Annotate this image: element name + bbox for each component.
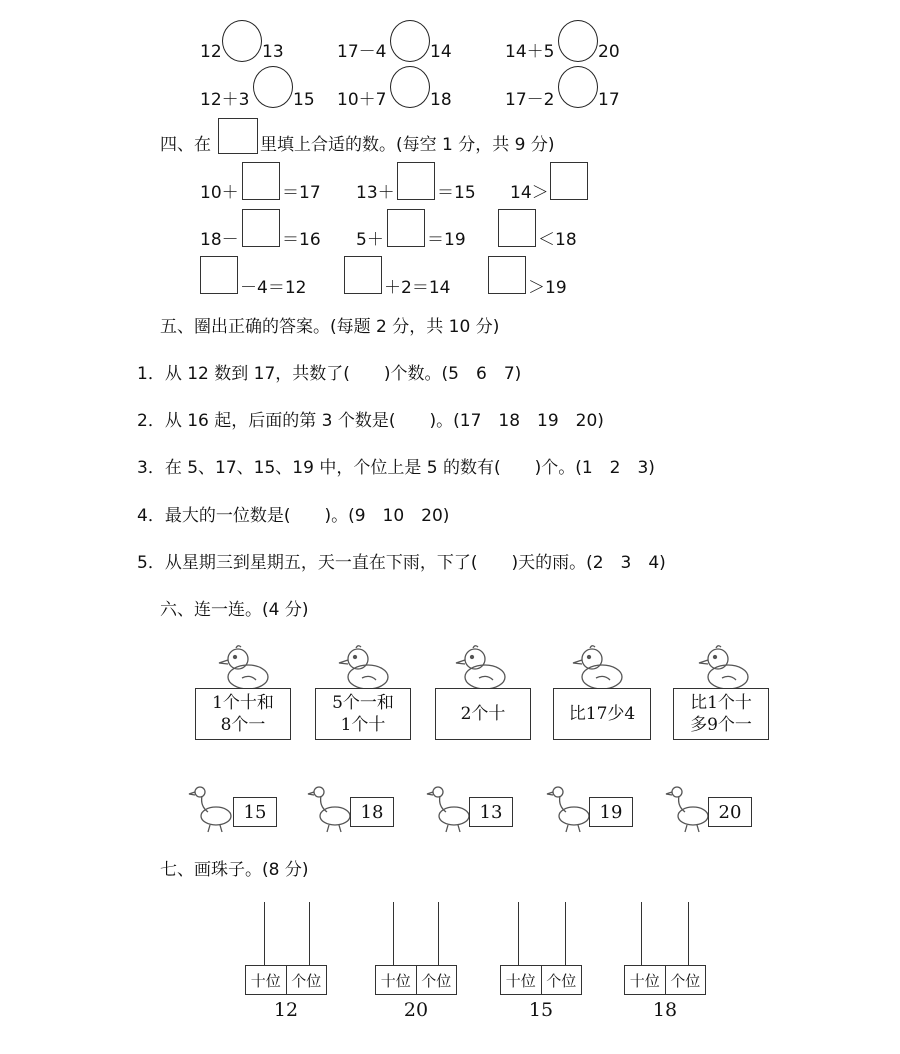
ones-label: 个位 [541,966,582,994]
question-3: 3．在 5、17、15、19 中，个位上是 5 的数有( )个。(1 2 3) [137,458,655,478]
goose-icon [426,784,472,834]
equation-part: ＋2＝14 [384,278,451,298]
equation-part: 14＞ [510,183,549,203]
number-card[interactable]: 13 [469,797,513,827]
tens-rod[interactable] [393,902,394,966]
abacus-number: 12 [273,999,299,1021]
equation-part: ＞19 [528,278,567,298]
card-line: 1个十和 [212,693,274,713]
abacus-base [245,965,327,995]
number-card[interactable]: 18 [350,797,394,827]
equation-part: ＝17 [282,183,321,203]
tens-label: 十位 [380,971,411,990]
card-line: 比1个十 [690,693,752,713]
answer-circle[interactable] [222,20,262,62]
compare-left: 10＋7 [337,90,387,110]
section-5-heading: 五、圈出正确的答案。(每题 2 分，共 10 分) [160,317,500,337]
equation-part: ＜18 [538,230,577,250]
abacus-base [500,965,582,995]
answer-box[interactable] [242,209,280,247]
compare-left: 17－2 [505,90,555,110]
compare-right: 20 [598,42,620,62]
compare-right: 15 [293,90,315,110]
tens-rod[interactable] [264,902,265,966]
answer-circle[interactable] [390,20,430,62]
answer-box[interactable] [242,162,280,200]
compare-left: 12＋3 [200,90,250,110]
ones-rod[interactable] [309,902,310,966]
answer-box[interactable] [397,162,435,200]
question-1: 1．从 12 数到 17，共数了( )个数。(5 6 7) [137,364,522,384]
tens-rod[interactable] [518,902,519,966]
equation-part: 5＋ [356,230,384,250]
equation-part: 13＋ [356,183,395,203]
ones-rod[interactable] [565,902,566,966]
question-4: 4．最大的一位数是( )。(9 10 20) [137,506,450,526]
answer-circle[interactable] [390,66,430,108]
equation-part: －4＝12 [240,278,307,298]
compare-left: 14＋5 [505,42,555,62]
abacus-number: 15 [528,999,554,1021]
card-line: 多9个一 [690,715,752,735]
answer-circle[interactable] [558,20,598,62]
compare-right: 18 [430,90,452,110]
duckling-icon [453,643,509,693]
answer-box[interactable] [488,256,526,294]
compare-left: 17－4 [337,42,387,62]
equation-part: 10＋ [200,183,239,203]
section-6-heading: 六、连一连。(4 分) [160,600,309,620]
card-line: 1个十 [340,715,386,735]
description-card[interactable] [553,688,651,740]
question-2: 2．从 16 起，后面的第 3 个数是( )。(17 18 19 20) [137,411,604,431]
description-card[interactable] [673,688,769,740]
section-4-heading-suffix: 里填上合适的数。(每空 1 分，共 9 分) [260,135,555,155]
equation-part: ＝19 [427,230,466,250]
card-line: 5个一和 [332,693,394,713]
duckling-icon [336,643,392,693]
card-line: 2个十 [460,704,506,724]
number-card[interactable]: 19 [589,797,633,827]
number-card[interactable]: 20 [708,797,752,827]
tens-rod[interactable] [641,902,642,966]
answer-circle[interactable] [558,66,598,108]
card-line: 8个一 [220,715,266,735]
duckling-icon [696,643,752,693]
ones-rod[interactable] [438,902,439,966]
answer-box[interactable] [344,256,382,294]
section-4-heading-prefix: 四、在 [160,135,211,155]
compare-right: 14 [430,42,452,62]
ones-label: 个位 [286,966,327,994]
section-7-heading: 七、画珠子。(8 分) [160,860,309,880]
answer-circle[interactable] [253,66,293,108]
tens-label: 十位 [250,971,281,990]
description-card[interactable] [315,688,411,740]
abacus-base [624,965,706,995]
abacus-number: 20 [403,999,429,1021]
compare-right: 13 [262,42,284,62]
ones-label: 个位 [665,966,706,994]
sample-box [218,118,258,154]
goose-icon [546,784,592,834]
compare-right: 17 [598,90,620,110]
duckling-icon [570,643,626,693]
description-card[interactable] [435,688,531,740]
ones-rod[interactable] [688,902,689,966]
answer-box[interactable] [550,162,588,200]
goose-icon [188,784,234,834]
equation-part: 18－ [200,230,239,250]
tens-label: 十位 [629,971,660,990]
answer-box[interactable] [387,209,425,247]
abacus-number: 18 [652,999,678,1021]
abacus-base [375,965,457,995]
question-5: 5．从星期三到星期五，天一直在下雨，下了( )天的雨。(2 3 4) [137,553,666,573]
tens-label: 十位 [505,971,536,990]
equation-part: ＝16 [282,230,321,250]
equation-part: ＝15 [437,183,476,203]
answer-box[interactable] [498,209,536,247]
goose-icon [307,784,353,834]
duckling-icon [216,643,272,693]
card-line: 比17少4 [568,704,636,724]
answer-box[interactable] [200,256,238,294]
compare-left: 12 [200,42,222,62]
description-card[interactable] [195,688,291,740]
ones-label: 个位 [416,966,457,994]
goose-icon [665,784,711,834]
number-card[interactable]: 15 [233,797,277,827]
